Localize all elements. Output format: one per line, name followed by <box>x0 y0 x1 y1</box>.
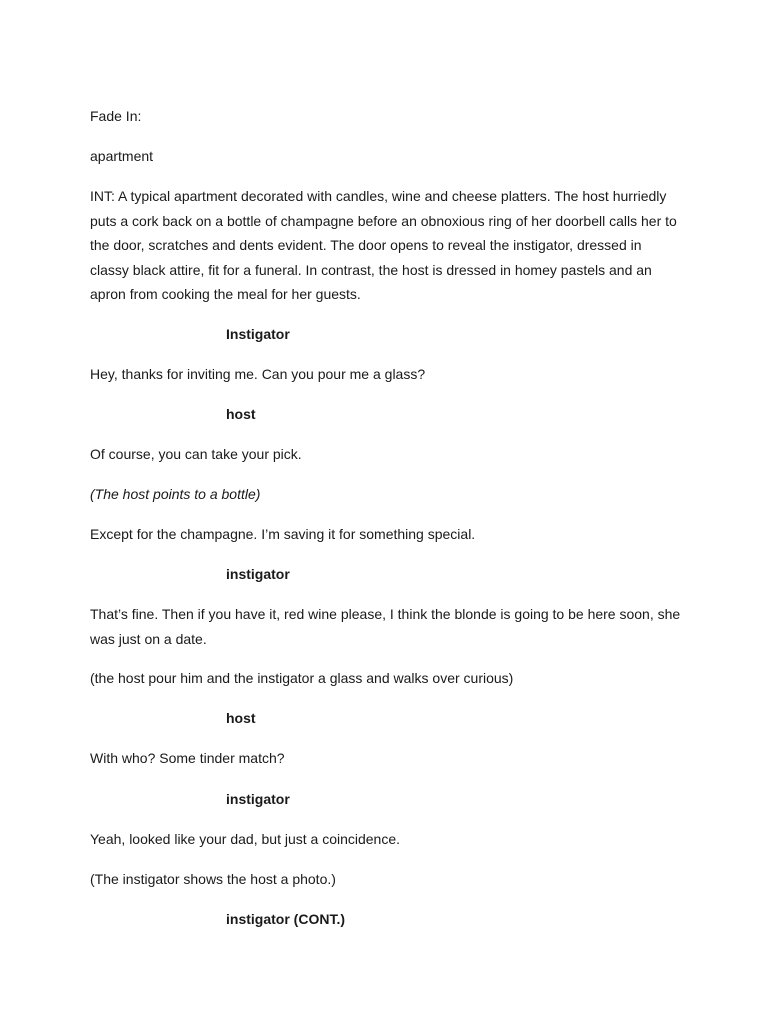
scene-heading: apartment <box>90 148 154 164</box>
dialogue-line: That’s fine. Then if you have it, red wine please, I think the blonde is going to be here soon, she <box>90 606 681 622</box>
character-name: instigator (CONT.) <box>226 911 345 927</box>
character-name: instigator <box>226 566 290 582</box>
action-line: classy black attire, fit for a funeral. In contrast, the host is dressed in homey pastels and an <box>90 261 652 278</box>
action-line: (The instigator shows the host a photo.) <box>90 871 336 887</box>
action-line: the door, scratches and dents evident. The door opens to reveal the instigator, dressed in <box>90 237 642 253</box>
action-line: (the host pour him and the instigator a glass and walks over curious) <box>90 670 514 686</box>
dialogue: Of course, you can take your pick. <box>90 446 302 462</box>
parenthetical: (The host points to a bottle) <box>90 486 261 502</box>
action-line: INT: A typical apartment decorated with candles, wine and cheese platters. The host hurriedly <box>90 188 667 204</box>
character-name: host <box>226 710 256 726</box>
action-line: apron from cooking the meal for her guests. <box>90 286 361 302</box>
dialogue: With who? Some tinder match? <box>90 750 285 766</box>
action-line: puts a cork back on a bottle of champagne before an obnoxious ring of her doorbell calls her to <box>90 212 677 229</box>
dialogue-line: was just on a date. <box>90 630 207 647</box>
dialogue: Yeah, looked like your dad, but just a coincidence. <box>90 831 401 847</box>
fade-in-transition: Fade In: <box>90 108 142 124</box>
dialogue: Hey, thanks for inviting me. Can you pour me a glass? <box>90 366 426 382</box>
character-name: host <box>226 406 256 422</box>
character-name: Instigator <box>226 326 290 342</box>
character-name: instigator <box>226 791 290 807</box>
dialogue: Except for the champagne. I’m saving it for something special. <box>90 526 476 542</box>
